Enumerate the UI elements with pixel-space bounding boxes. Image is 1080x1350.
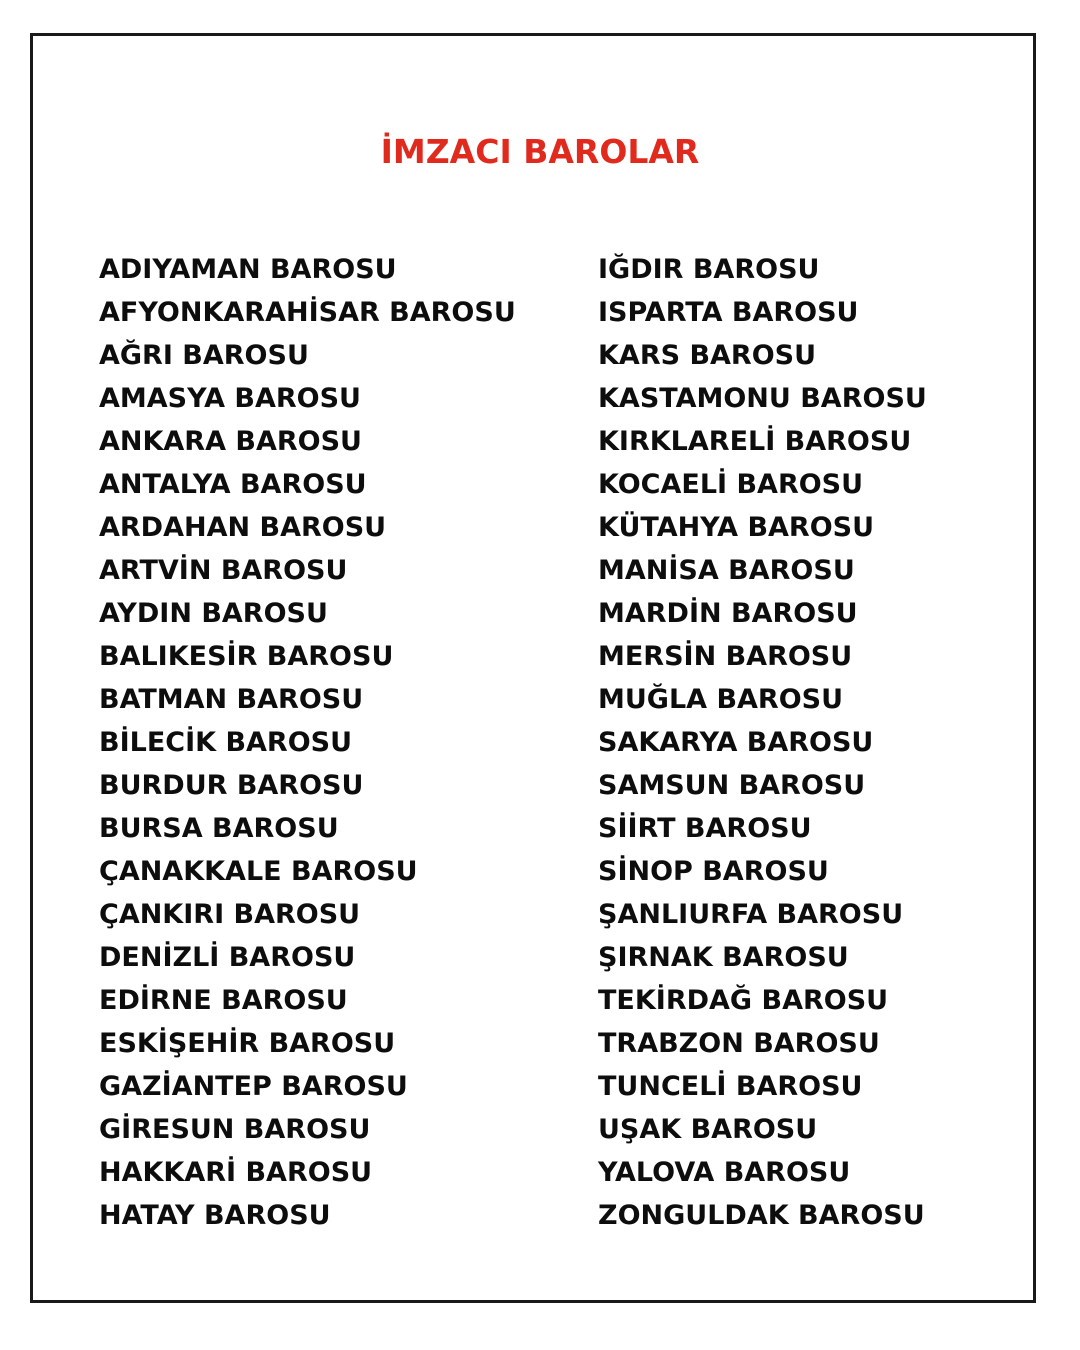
bar-association-list-item: KOCAELİ BAROSU: [598, 469, 864, 500]
bar-association-list-item: AFYONKARAHİSAR BAROSU: [99, 297, 516, 328]
bar-association-list-item: ÇANAKKALE BAROSU: [99, 856, 418, 887]
bar-association-list-item: BATMAN BAROSU: [99, 684, 364, 715]
bar-association-list-item: HATAY BAROSU: [99, 1200, 331, 1231]
bar-association-list-item: TUNCELİ BAROSU: [598, 1071, 863, 1102]
bar-association-list-item: ISPARTA BAROSU: [598, 297, 859, 328]
bar-association-list-item: BURDUR BAROSU: [99, 770, 364, 801]
bar-association-list-item: UŞAK BAROSU: [598, 1114, 818, 1145]
bar-association-list-item: BİLECİK BAROSU: [99, 727, 353, 758]
bar-list-right-column: [598, 248, 927, 1237]
bar-association-list-item: ANTALYA BAROSU: [99, 469, 367, 500]
page-title: İMZACI BAROLAR: [380, 132, 700, 171]
bar-association-list-item: YALOVA BAROSU: [598, 1157, 851, 1188]
bar-association-list-item: AĞRI BAROSU: [99, 340, 309, 371]
bar-association-list-item: KARS BAROSU: [598, 340, 817, 371]
bar-association-list-item: SİNOP BAROSU: [598, 856, 829, 887]
bar-association-list-item: ARTVİN BAROSU: [99, 555, 348, 586]
bar-association-list-item: DENİZLİ BAROSU: [99, 942, 356, 973]
bar-association-list-item: ADIYAMAN BAROSU: [99, 254, 397, 285]
bar-association-list-item: BALIKESİR BAROSU: [99, 641, 394, 672]
bar-association-list-item: MARDİN BAROSU: [598, 598, 858, 629]
bar-association-list-item: ESKİŞEHİR BAROSU: [99, 1028, 396, 1059]
bar-association-list-item: GAZİANTEP BAROSU: [99, 1071, 408, 1102]
bar-association-list-item: KASTAMONU BAROSU: [598, 383, 927, 414]
bar-association-list-item: ŞIRNAK BAROSU: [598, 942, 849, 973]
bar-list-left-column: [99, 248, 516, 1237]
bar-association-list-item: HAKKARİ BAROSU: [99, 1157, 373, 1188]
bar-association-list-item: BURSA BAROSU: [99, 813, 339, 844]
bar-association-list-item: SAMSUN BAROSU: [598, 770, 866, 801]
bar-association-list-item: MANİSA BAROSU: [598, 555, 855, 586]
bar-association-list-item: GİRESUN BAROSU: [99, 1114, 371, 1145]
bar-association-list-item: IĞDIR BAROSU: [598, 254, 820, 285]
bar-association-list-item: TEKİRDAĞ BAROSU: [598, 985, 889, 1016]
bar-association-list-item: AYDIN BAROSU: [99, 598, 328, 629]
bar-association-list-item: ARDAHAN BAROSU: [99, 512, 387, 543]
bar-association-list-item: EDİRNE BAROSU: [99, 985, 348, 1016]
bar-association-list-item: ANKARA BAROSU: [99, 426, 362, 457]
bar-association-list-item: MUĞLA BAROSU: [598, 684, 844, 715]
bar-association-list-item: KIRKLARELİ BAROSU: [598, 426, 912, 457]
bar-association-list-item: ZONGULDAK BAROSU: [598, 1200, 925, 1231]
bar-association-list-item: AMASYA BAROSU: [99, 383, 361, 414]
bar-association-list-item: TRABZON BAROSU: [598, 1028, 880, 1059]
bar-association-list-item: MERSİN BAROSU: [598, 641, 853, 672]
bar-association-list-item: KÜTAHYA BAROSU: [598, 512, 875, 543]
bar-association-list-item: ÇANKIRI BAROSU: [99, 899, 361, 930]
bar-association-list-item: SAKARYA BAROSU: [598, 727, 874, 758]
bar-association-list-item: ŞANLIURFA BAROSU: [598, 899, 904, 930]
bar-association-list-item: SİİRT BAROSU: [598, 813, 812, 844]
